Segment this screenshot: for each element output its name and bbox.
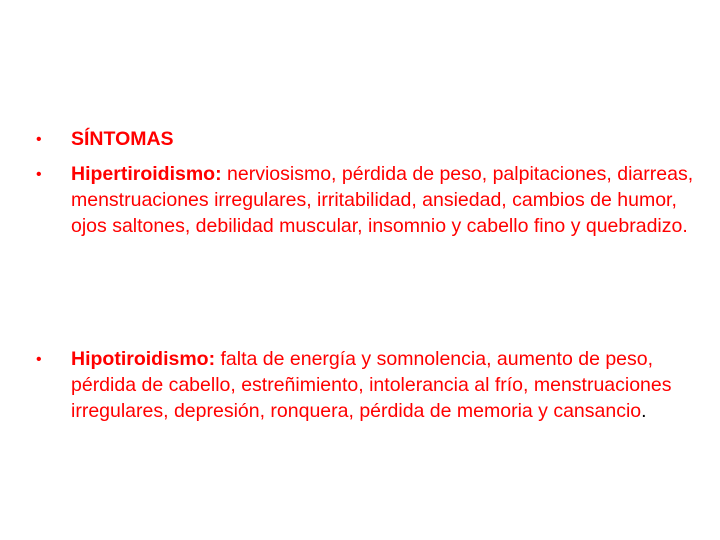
list-item-hyperthyroidism xyxy=(36,162,696,239)
bullet-icon: • xyxy=(36,351,42,368)
section-heading: SÍNTOMAS xyxy=(71,128,174,150)
list-item-symptoms-heading xyxy=(36,127,696,153)
bullet-icon: • xyxy=(36,131,42,148)
list-item-hypothyroidism xyxy=(36,347,696,424)
term-description: nerviosismo, pérdida de peso, palpitaciones, diarreas, menstruaciones irregulares, irritabilidad, ansiedad, cambios de humor, ojos saltones, debilidad muscular, insomnio y cabello fino y quebradizo. xyxy=(71,163,694,237)
final-period: . xyxy=(641,399,647,422)
bullet-icon: • xyxy=(36,166,42,183)
term-label: Hipertiroidismo: xyxy=(71,163,222,185)
term-label: Hipotiroidismo: xyxy=(71,348,216,370)
bullet-text xyxy=(71,162,696,239)
bullet-text xyxy=(71,347,696,424)
term-description: falta de energía y somnolencia, aumento de peso, pérdida de cabello, estreñimiento, intolerancia al frío, menstruaciones irregulares, depresión, ronquera, pérdida de memoria y cansancio xyxy=(71,348,672,422)
bullet-text xyxy=(71,127,696,153)
